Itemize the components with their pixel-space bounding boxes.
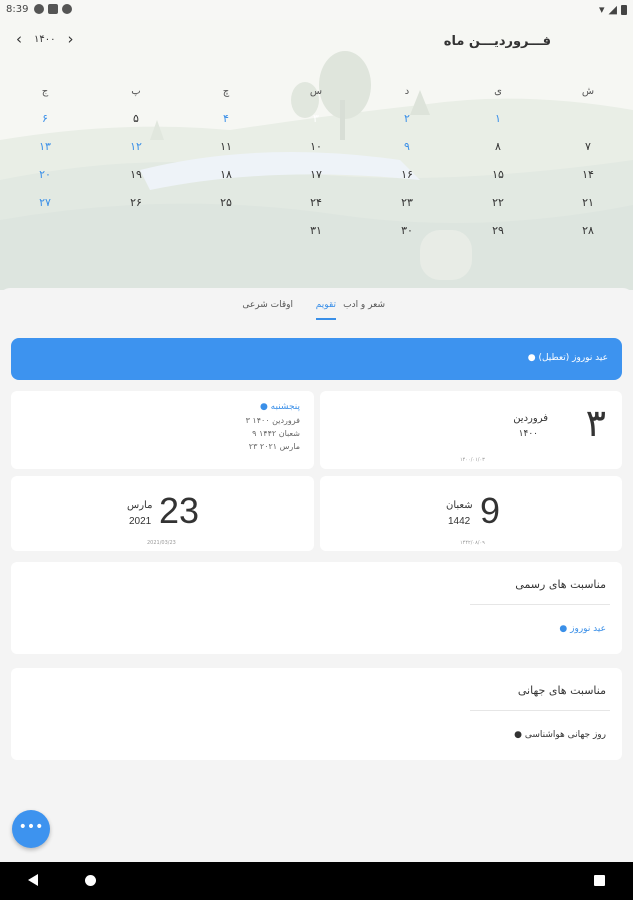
hijri-year: 1442 <box>448 516 471 527</box>
day-cell[interactable]: ۱۷ <box>310 168 322 181</box>
day-cell[interactable]: ۱۴ <box>582 168 594 181</box>
weekday-header: ی <box>494 86 502 97</box>
day-cell[interactable]: ۲۸ <box>582 224 594 237</box>
battery-icon <box>621 5 627 15</box>
hijri-caption: ۱۴۴۲/۰۸/۰۹ <box>460 540 485 546</box>
day-cell[interactable]: ۳۰ <box>401 224 413 237</box>
day-cell[interactable]: ۱۲ <box>130 140 142 153</box>
official-event-item[interactable]: ● عید نوروز <box>559 624 606 634</box>
day-cell[interactable]: ۱۸ <box>220 168 232 181</box>
signal-icon: ◢ <box>608 3 617 16</box>
world-events-title: مناسبت های جهانی <box>517 684 606 697</box>
divider <box>470 604 610 605</box>
day-info-list <box>246 401 300 453</box>
day-cell-today[interactable]: ۳ <box>298 107 334 131</box>
day-cell[interactable]: ۲۹ <box>492 224 504 237</box>
weekday-header: ج <box>41 86 49 97</box>
day-cell[interactable]: ۹ <box>404 140 410 153</box>
day-cell[interactable]: ۲۲ <box>492 196 504 209</box>
day-cell[interactable]: ۶ <box>42 112 48 125</box>
dots-icon: ••• <box>18 819 44 835</box>
world-events-card <box>11 668 622 760</box>
shamsi-month: فروردین <box>513 413 548 424</box>
day-cell[interactable]: ۴ <box>223 112 229 125</box>
year-label: ۱۴۰۰ <box>34 33 56 45</box>
details-sheet <box>0 288 633 862</box>
year-navigation <box>16 30 73 48</box>
day-cell[interactable]: ۱۶ <box>401 168 413 181</box>
gregorian-date-card[interactable] <box>11 476 314 551</box>
world-event-item[interactable]: ● روز جهانی هواشناسی <box>514 730 606 740</box>
system-navigation-bar <box>0 862 633 900</box>
status-time: 8:39 <box>6 4 29 15</box>
info-line-hijri: ۹ شعبان ۱۴۴۲ <box>252 429 300 438</box>
notification-icon <box>34 4 44 14</box>
chevron-left-icon[interactable]: ‹ <box>16 30 22 48</box>
day-cell[interactable]: ۱۳ <box>39 140 51 153</box>
chevron-right-icon[interactable]: › <box>67 30 74 48</box>
home-icon[interactable] <box>85 875 96 886</box>
divider <box>470 710 610 711</box>
gregorian-year: 2021 <box>129 516 152 527</box>
weekday-header: ش <box>581 86 595 97</box>
shamsi-day: ۳ <box>585 401 606 445</box>
status-bar <box>0 0 633 20</box>
day-cell[interactable]: ۳۱ <box>310 224 322 237</box>
gregorian-caption: 2021/03/23 <box>147 540 176 546</box>
tab-bar <box>0 288 633 328</box>
day-cell[interactable]: ۲۳ <box>401 196 413 209</box>
info-line-gregorian: ۲۳ مارس ۲۰۲۱ <box>248 442 300 451</box>
recent-apps-icon[interactable] <box>594 875 605 886</box>
day-cell[interactable]: ۷ <box>585 140 591 153</box>
weekday-header: چ <box>222 86 230 97</box>
day-cell[interactable]: ۲۱ <box>582 196 594 209</box>
day-cell[interactable]: ۲۷ <box>39 196 51 209</box>
gregorian-day: 23 <box>159 490 200 531</box>
more-options-button[interactable] <box>12 810 50 848</box>
weekday-header: د <box>404 86 410 97</box>
day-cell[interactable]: ۲۰ <box>39 168 51 181</box>
shamsi-caption: ۱۴۰۰/۰۱/۰۳ <box>460 457 485 463</box>
day-cell-selected[interactable]: ۱۱ <box>208 135 244 159</box>
sim-icon <box>48 4 58 14</box>
status-notification-icons <box>34 4 72 14</box>
weekday-header: س <box>309 86 323 97</box>
day-cell[interactable]: ۱ <box>495 112 501 125</box>
weekday-name: ● پنجشنبه <box>259 402 300 412</box>
day-cell[interactable]: ۱۵ <box>492 168 504 181</box>
tab-calendar[interactable]: تقویم <box>315 300 336 310</box>
day-cell[interactable]: ۵ <box>133 112 139 125</box>
status-system-icons <box>599 3 627 16</box>
day-cell[interactable]: ۸ <box>495 140 501 153</box>
tab-prayer-times[interactable]: اوقات شرعی <box>242 300 293 310</box>
month-title: فـــروردیـــن ماه <box>443 34 551 49</box>
gregorian-month: مارس <box>127 500 153 511</box>
weekday-header: پ <box>131 86 141 97</box>
tab-poetry[interactable]: شعر و ادب <box>343 300 385 310</box>
app-notification-icon <box>62 4 72 14</box>
day-cell[interactable]: ۲۴ <box>310 196 322 209</box>
holiday-banner[interactable] <box>11 338 622 380</box>
official-events-title: مناسبت های رسمی <box>515 578 606 591</box>
day-cell[interactable]: ۲۶ <box>130 196 142 209</box>
official-events-card <box>11 562 622 654</box>
day-info-card[interactable] <box>11 391 314 469</box>
hijri-day: 9 <box>480 490 501 531</box>
holiday-banner-text: ● عید نوروز (تعطیل) <box>527 353 608 363</box>
back-icon[interactable] <box>28 874 38 886</box>
day-cell[interactable]: ۲ <box>404 112 410 125</box>
hijri-month: شعبان <box>446 500 473 511</box>
day-cell[interactable]: ۱۰ <box>310 140 322 153</box>
day-cell[interactable]: ۱۹ <box>130 168 142 181</box>
hijri-date-card[interactable] <box>320 476 622 551</box>
info-line-shamsi: ۳ فروردین ۱۴۰۰ <box>245 416 300 425</box>
shamsi-year: ۱۴۰۰ <box>518 429 538 439</box>
wifi-icon: ▾ <box>599 3 605 16</box>
day-cell[interactable]: ۲۵ <box>220 196 232 209</box>
shamsi-date-card[interactable] <box>320 391 622 469</box>
calendar-header <box>0 20 633 290</box>
